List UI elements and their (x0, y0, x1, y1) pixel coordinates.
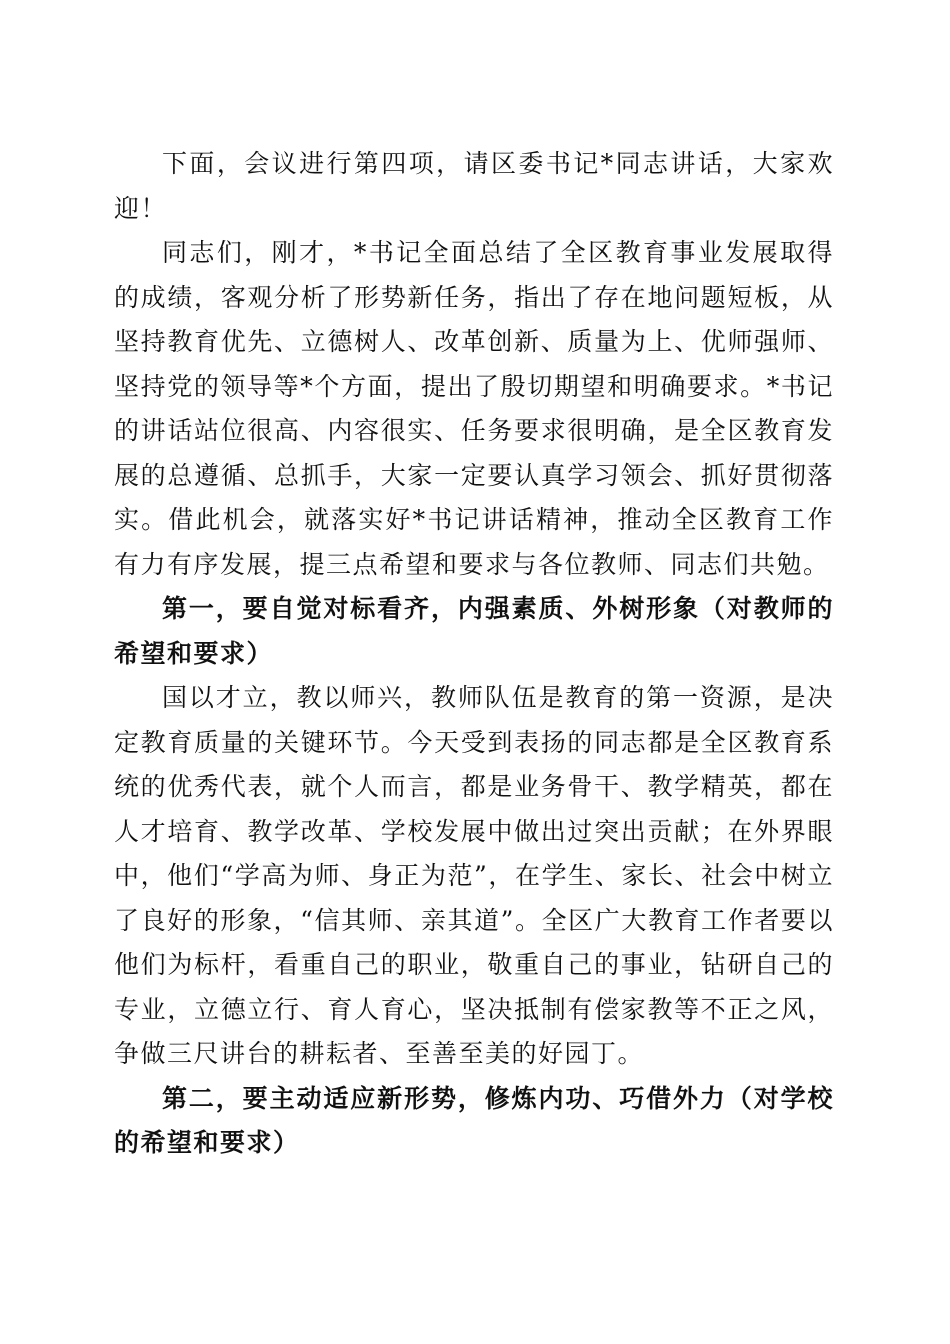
paragraph-opening: 下面，会议进行第四项，请区委书记*同志讲话，大家欢迎！ (114, 149, 834, 223)
document-body (114, 142, 834, 1166)
paragraph-teachers: 国以才立，教以师兴，教师队伍是教育的第一资源，是决定教育质量的关键环节。今天受到表扬的同志都是全区教育系统的优秀代表，就个人而言，都是业务骨干、教学精英，都在人才培育、教学改革、学校发展中做出过突出贡献；在外界眼中，他们“学高为师、身正为范”，在学生、家长、社会中树立了良好的形象，“信其师、亲其道”。全区广大教育工作者要以他们为标杆，看重自己的职业，敬重自己的事业，钻研自己的专业，立德立行、育人育心，坚决抵制有偿家教等不正之风，争做三尺讲台的耕耘者、至善至美的好园丁。 (114, 683, 834, 1068)
section-heading-first: 第一，要自觉对标看齐，内强素质、外树形象（对教师的希望和要求） (114, 594, 834, 668)
section-heading-second: 第二，要主动适应新形势，修炼内功、巧借外力（对学校的希望和要求） (114, 1083, 834, 1157)
paragraph-summary: 同志们，刚才，*书记全面总结了全区教育事业发展取得的成绩，客观分析了形势新任务，指出了存在地问题短板，从坚持教育优先、立德树人、改革创新、质量为上、优师强师、坚持党的领导等*个方面，提出了殷切期望和明确要求。*书记的讲话站位很高、内容很实、任务要求很明确，是全区教育发展的总遵循、总抓手，大家一定要认真学习领会、抓好贯彻落实。借此机会，就落实好*书记讲话精神，推动全区教育工作有力有序发展，提三点希望和要求与各位教师、同志们共勉。 (114, 238, 834, 579)
